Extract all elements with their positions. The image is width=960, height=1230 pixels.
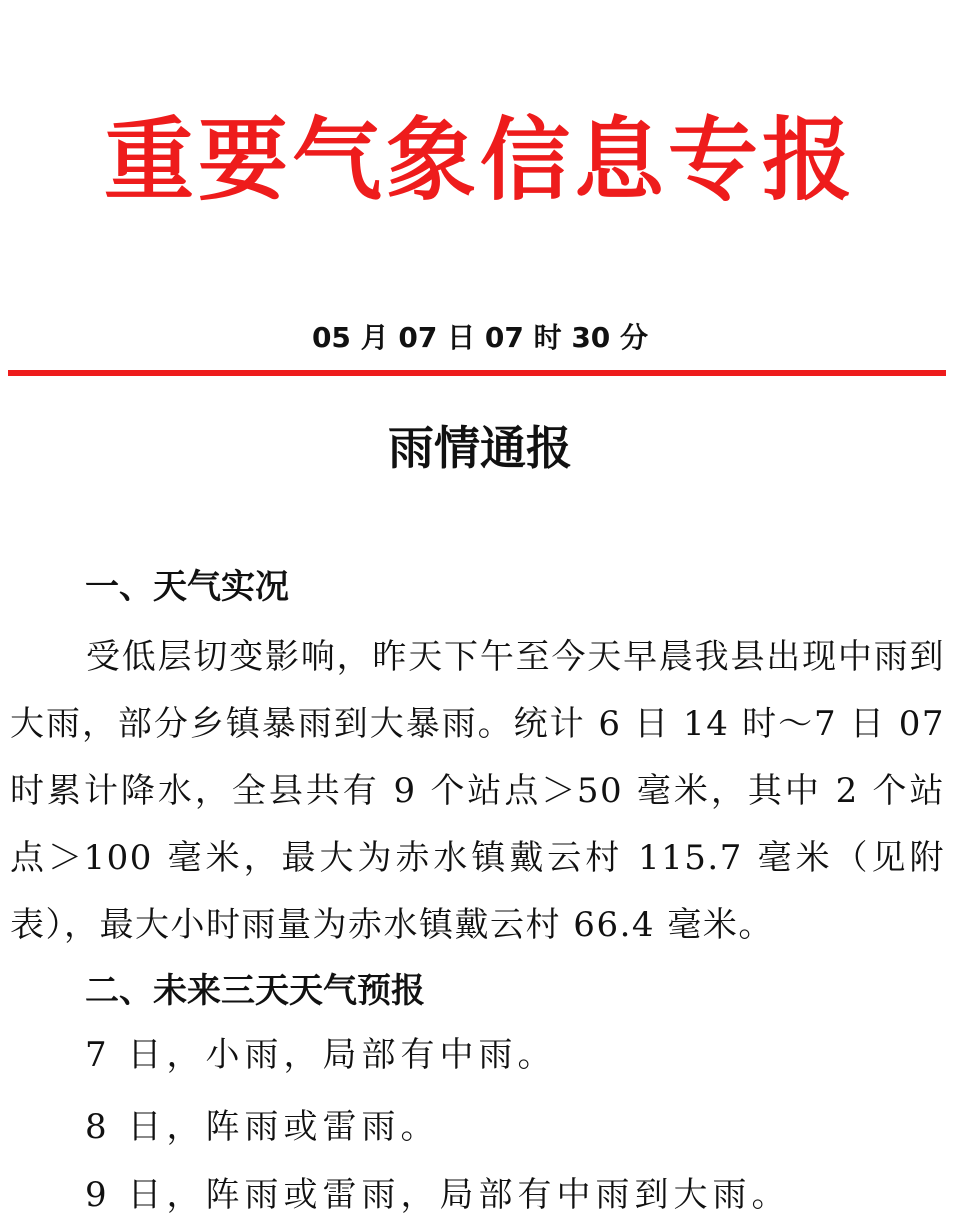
forecast-line-day8: 8 日，阵雨或雷雨。: [85, 1107, 440, 1147]
masthead-title: 重要气象信息专报: [104, 107, 856, 213]
section-heading-forecast: 二、未来三天天气预报: [85, 971, 425, 1011]
issue-time: 05 月 07 日 07 时 30 分: [311, 321, 649, 354]
forecast-line-day7: 7 日，小雨，局部有中雨。: [85, 1035, 557, 1075]
document-title: 雨情通报: [388, 421, 572, 475]
red-divider: [8, 370, 946, 376]
weather-observation-paragraph: 受低层切变影响，昨天下午至今天早晨我县出现中雨到大雨，部分乡镇暴雨到大暴雨。统计 6 日 14 时～7 日 07 时累计降水，全县共有 9 个站点＞50 毫米，其中 2 个站点＞100 毫米，最大为赤水镇戴云村 115.7 毫米（见附表），最大小时雨量为赤水镇戴云村 66.4 毫米。: [10, 637, 945, 945]
section-heading-weather-observation: 一、天气实况: [85, 567, 289, 607]
forecast-line-day9: 9 日，阵雨或雷雨，局部有中雨到大雨。: [85, 1175, 791, 1215]
